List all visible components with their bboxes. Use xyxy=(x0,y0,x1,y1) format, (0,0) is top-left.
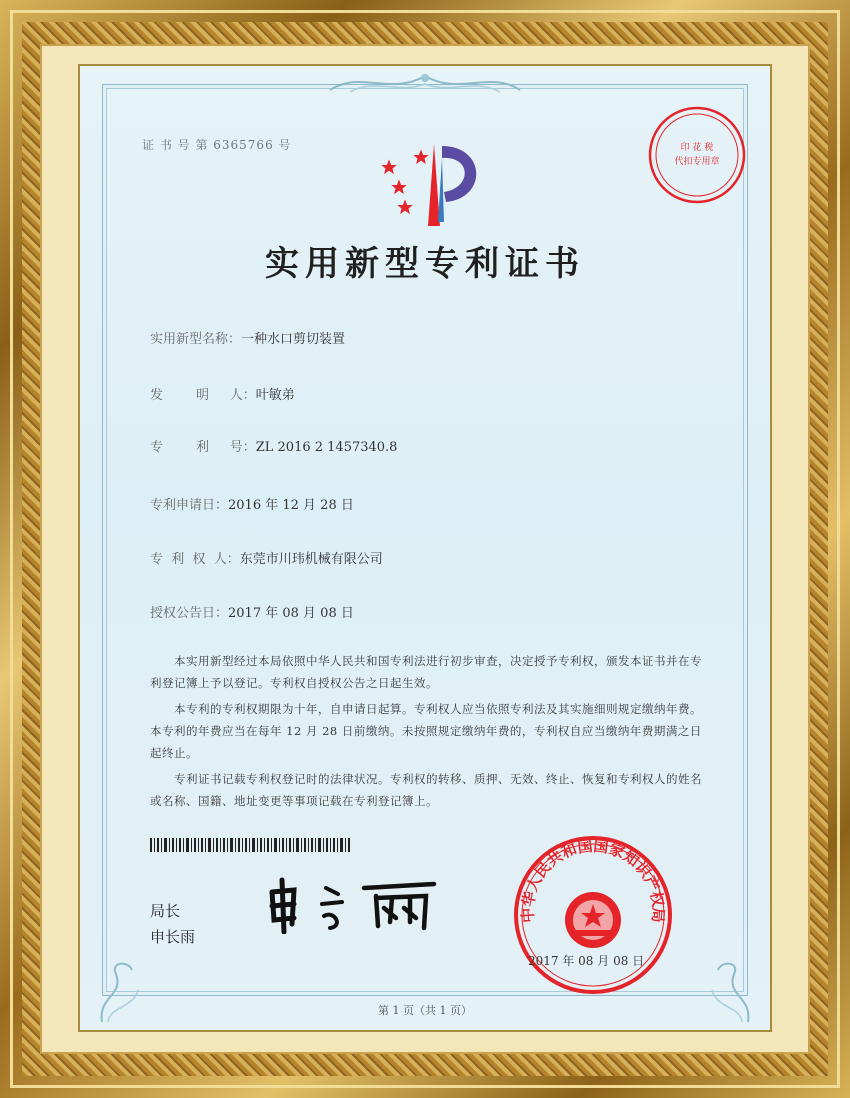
field-utility-model-name: 实用新型名称：一种水口剪切装置 xyxy=(150,332,346,347)
page-number: 第 1 页（共 1 页） xyxy=(378,1004,472,1017)
top-ornament-icon xyxy=(320,68,530,98)
svg-text:中华人民共和国国家知识产权局: 中华人民共和国国家知识产权局 xyxy=(518,836,668,924)
field-application-date: 专利申请日：2016 年 12 月 28 日 xyxy=(150,498,354,513)
certificate-number: 证 书 号 第 6365766 号 xyxy=(142,138,292,152)
state-ip-office-seal-icon xyxy=(512,834,674,996)
paragraph-register: 专利证书记载专利权登记时的法律状况。专利权的转移、质押、无效、终止、恢复和专利权人的姓名或名称、国籍、地址变更等事项记载在专利登记簿上。 xyxy=(150,772,702,808)
field-patent-number: 专 利 号：ZL 2016 2 1457340.8 xyxy=(150,440,398,455)
certificate-title: 实用新型专利证书 xyxy=(265,244,585,284)
field-inventor: 发 明 人：叶敏弟 xyxy=(150,388,295,403)
certificate-paper xyxy=(78,64,772,1032)
tax-stamp-seal-icon xyxy=(646,104,748,206)
barcode xyxy=(150,838,350,852)
paragraph-grant: 本实用新型经过本局依照中华人民共和国专利法进行初步审查，决定授予专利权，颁发本证书并在专利登记簿上予以登记。专利权自授权公告之日起生效。 xyxy=(150,654,702,690)
seal-date: 2017 年 08 月 08 日 xyxy=(528,954,645,968)
director-title: 局长 xyxy=(150,902,181,920)
svg-text:印 花 税: 印 花 税 xyxy=(680,143,714,153)
director-signature-icon xyxy=(264,874,454,934)
field-patentee: 专 利 权 人：东莞市川玮机械有限公司 xyxy=(150,552,383,567)
director-name: 申长雨 xyxy=(150,928,196,946)
paragraph-term: 本专利的专利权期限为十年，自申请日起算。专利权人应当依照专利法及其实施细则规定缴纳年费。本专利的年费应当在每年 12 月 28 日前缴纳。未按照规定缴纳年费的，专利权自应当缴纳年费期满之日起终止。 xyxy=(150,702,702,760)
svg-text:代扣专用章: 代扣专用章 xyxy=(674,157,720,167)
field-grant-date: 授权公告日：2017 年 08 月 08 日 xyxy=(150,606,354,621)
patent-office-logo-icon xyxy=(376,136,496,236)
